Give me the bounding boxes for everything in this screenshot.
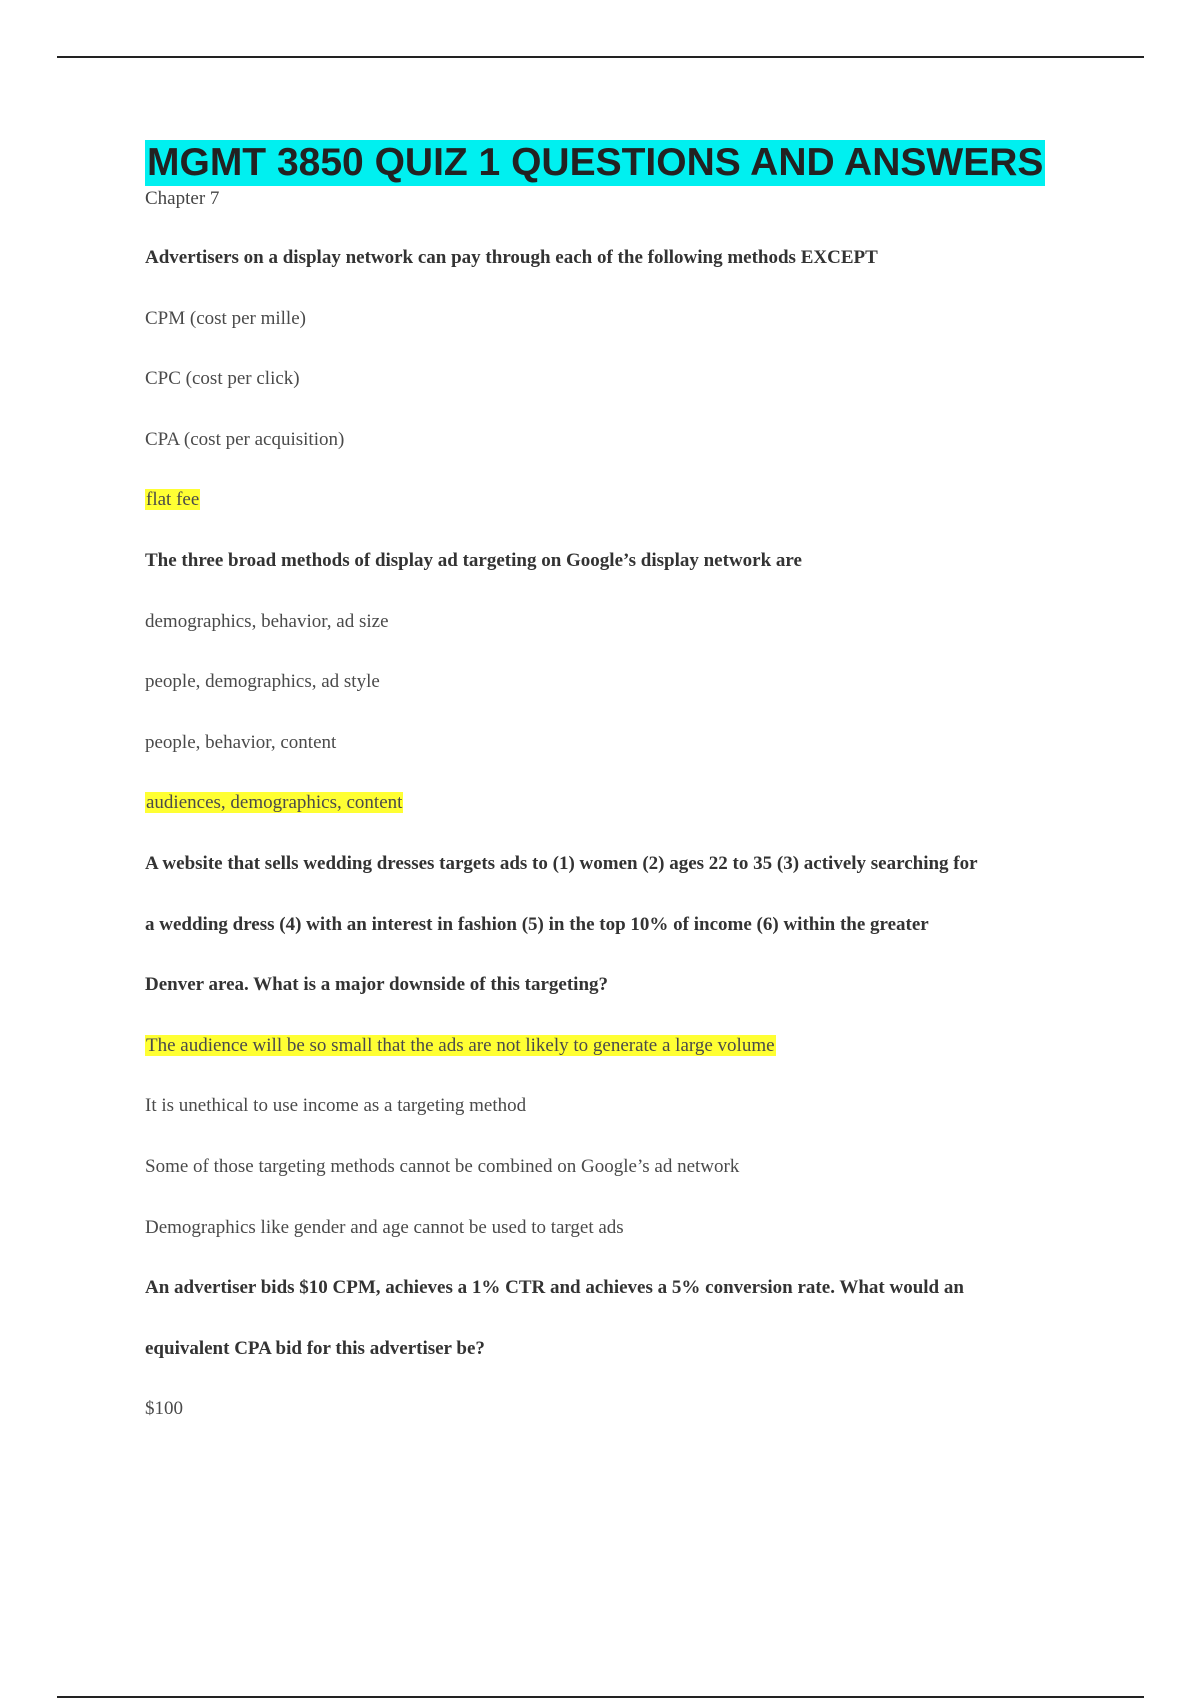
- question-text: Advertisers on a display network can pay through each of the following methods EXCEPT: [145, 247, 878, 268]
- answer-option-correct: [145, 1016, 1095, 1077]
- highlighted-answer: audiences, demographics, content: [146, 792, 403, 814]
- question-text: A website that sells wedding dresses targets ads to (1) women (2) ages 22 to 35 (3) actively searching for: [145, 852, 978, 874]
- answer-text: CPC (cost per click): [145, 368, 300, 390]
- answer-text: people, demographics, ad style: [145, 671, 380, 693]
- answer-text: CPA (cost per acquisition): [145, 428, 345, 450]
- answer-option: [145, 652, 1095, 713]
- answer-text: Demographics like gender and age cannot be used to target ads: [145, 1216, 624, 1238]
- question-text: The three broad methods of display ad targeting on Google’s display network are: [145, 549, 802, 571]
- answer-option: [145, 713, 1095, 774]
- question-text: An advertiser bids $10 CPM, achieves a 1% CTR and achieves a 5% conversion rate. What would an: [145, 1277, 964, 1299]
- answer-option: [145, 592, 1095, 653]
- question-list: [145, 228, 1095, 1440]
- highlighted-answer: The audience will be so small that the ads are not likely to generate a large volume: [146, 1034, 775, 1056]
- answer-text: It is unethical to use income as a targeting method: [145, 1095, 527, 1117]
- answer-text: CPM (cost per mille): [145, 307, 306, 329]
- answer-text: $100: [145, 1398, 183, 1420]
- question-text: Denver area. What is a major downside of this targeting?: [145, 974, 609, 996]
- answer-option: [145, 1076, 1095, 1137]
- answer-option: [145, 289, 1095, 350]
- answer-option: [145, 1137, 1095, 1198]
- answer-option-correct: [145, 773, 1095, 834]
- highlighted-answer: flat fee: [146, 489, 200, 511]
- answer-option: [145, 1198, 1095, 1259]
- question-text: equivalent CPA bid for this advertiser be?: [145, 1337, 485, 1359]
- answer-option: [145, 349, 1095, 410]
- answer-option: [145, 1379, 1095, 1440]
- question-text: a wedding dress (4) with an interest in fashion (5) in the top 10% of income (6) within the greater: [145, 913, 929, 935]
- page-content: [145, 140, 1095, 1440]
- bottom-rule: [57, 1696, 1144, 1698]
- answer-text: demographics, behavior, ad size: [145, 610, 389, 632]
- answer-option: [145, 410, 1095, 471]
- top-rule: [57, 56, 1144, 58]
- answer-text: people, behavior, content: [145, 731, 337, 753]
- chapter-label: Chapter 7: [145, 188, 220, 209]
- answer-text: Some of those targeting methods cannot be combined on Google’s ad network: [145, 1155, 740, 1177]
- document-title: MGMT 3850 QUIZ 1 QUESTIONS AND ANSWERS: [147, 141, 1044, 184]
- answer-option-correct: [145, 470, 1095, 531]
